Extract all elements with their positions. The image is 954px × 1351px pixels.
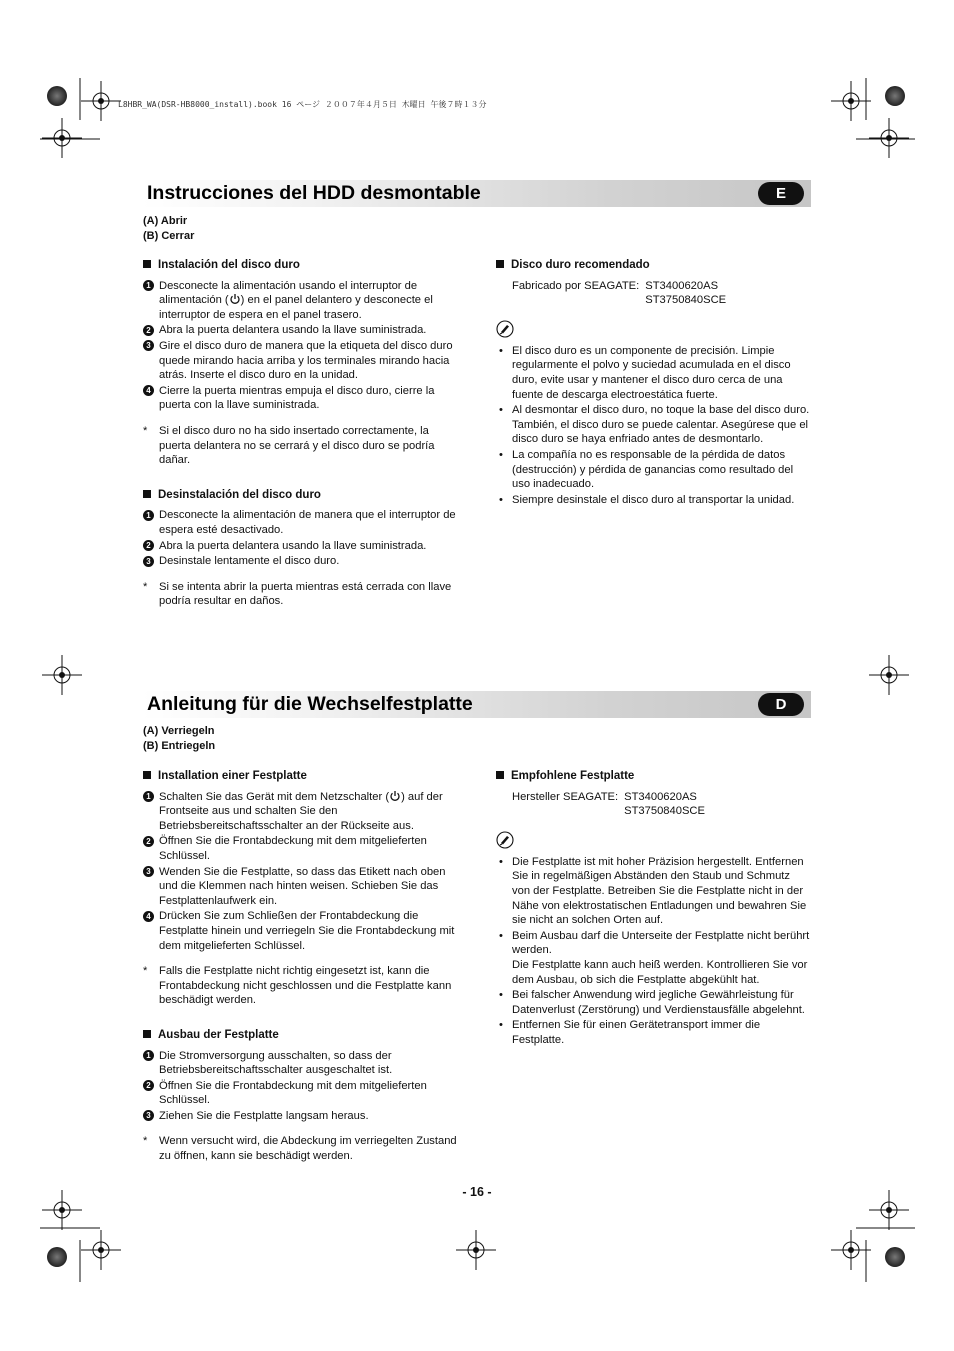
recommended-spec: Hersteller SEAGATE: ST3400620AS ST3750840SCE [512,790,705,818]
power-icon [229,293,241,305]
list-item: • Beim Ausbau darf die Unterseite der Festplatte nicht berührt werden. Die Festplatte kann auch heiß werden. Kontrollieren Sie vor dem Ausbau, ob sich die Festplatte abgekühlt hat. [496,929,811,987]
heading-uninstall-de: Ausbau der Festplatte [143,1028,461,1043]
legend-b: (B) Cerrar [143,229,195,242]
step-2: 2 Öffnen Sie die Frontabdeckung mit dem mitgelieferten Schlüssel. [143,1079,461,1108]
memo-icon [496,831,514,849]
list-item: • Al desmontar el disco duro, no toque la base del disco duro. También, el disco duro se puede calentar. Asegúrese que el disco duro se haya enfriado antes de desmontarlo. [496,403,811,447]
memo-icon [496,320,514,338]
step-1: 1 Desconecte la alimentación de manera que el interruptor de espera esté desactivado. [143,508,461,537]
step-2: 2 Abra la puerta delantera usando la llave suministrada. [143,323,461,338]
uninstall-note: * Si se intenta abrir la puerta mientras está cerrada con llave podría resultar en daños. [143,580,452,608]
column-right-de [496,769,811,1049]
step-3: 3 Ziehen Sie die Festplatte langsam heraus. [143,1109,461,1124]
list-item: • La compañía no es responsable de la pérdida de datos (destrucción) y pérdida de ganancias como resultado del uso inadecuado. [496,448,811,492]
legend-ab-de [143,724,215,753]
heading-uninstall-es: Desinstalación del disco duro [143,488,461,503]
install-note: * Falls die Festplatte nicht richtig eingesetzt ist, kann die Frontabdeckung nicht geschlossen und die Festplatte kann beschädigt werden. [143,965,452,1007]
legend-ab-es [143,214,194,243]
section-title-de: Anleitung für die Wechselfestplatte [147,693,473,715]
list-item: • Die Festplatte ist mit hoher Präzision hergestellt. Entfernen Sie in regelmäßigen Abständen den Staub und Schmutz von der Festplatte. Betreiben Sie die Festplatte nicht in der Nähe von elektrostatischen Entladungen und bewahren Sie sie nicht an solchen Orten auf. [496,855,811,928]
legend-a: (A) Verriegeln [143,725,215,737]
uninstall-note: * Wenn versucht wird, die Abdeckung im verriegelten Zustand zu öffnen, kann sie beschädigt werden. [143,1135,457,1163]
list-item: • El disco duro es un componente de precisión. Limpie regularmente el polvo y suciedad acumulada en el disco duro, evite usar y mantener el disco duro cerca de una fuente de descarga electroestática fuerte. [496,344,811,402]
column-left-es [143,258,461,609]
step-4: 4 Cierre la puerta mientras empuja el disco duro, cierre la puerta con la llave suministrada. [143,384,461,413]
step-1: 1 Desconecte la alimentación usando el interruptor de alimentación ( ) en el panel delantero y desconecte el interruptor de espera en el panel trasero. [143,279,461,323]
heading-recommended-de: Empfohlene Festplatte [496,769,811,784]
install-note: * Si el disco duro no ha sido insertado correctamente, la puerta delantera no se cerrará y el disco duro se podría dañar. [143,424,435,467]
language-badge-es: E [758,182,804,205]
notes-list-de [496,855,811,1048]
step-2: 2 Abra la puerta delantera usando la llave suministrada. [143,539,461,554]
heading-install-es: Instalación del disco duro [143,258,461,273]
list-item: • Entfernen Sie für einen Gerätetransport immer die Festplatte. [496,1018,811,1047]
section-header-de [142,691,811,718]
step-3: 3 Desinstale lentamente el disco duro. [143,554,461,569]
step-3: 3 Gire el disco duro de manera que la etiqueta del disco duro quede mirando hacia arriba y los terminales mirando hacia atrás. Inserte el disco duro en la unidad. [143,339,461,383]
step-2: 2 Öffnen Sie die Frontabdeckung mit dem mitgelieferten Schlüssel. [143,834,461,863]
step-1: 1 Die Stromversorgung ausschalten, so dass der Betriebsbereitschaftsschalter ausgeschaltet ist. [143,1049,461,1078]
column-left-de [143,769,461,1164]
legend-b: (B) Entriegeln [143,739,216,752]
recommended-spec: Fabricado por SEAGATE: ST3400620AS ST3750840SCE [512,279,727,307]
print-header: L8HBR_WA(DSR-HB8000_install).book 16 ページ ２００７年４月５日 木曜日 午後７時１３分 [118,100,487,109]
step-1: 1 Schalten Sie das Gerät mit dem Netzschalter ( ) auf der Frontseite aus und schalten Sie den Betriebsbereitschaftsschalter an der Rückseite aus. [143,790,461,834]
heading-install-de: Installation einer Festplatte [143,769,461,784]
section-title-es: Instrucciones del HDD desmontable [147,182,481,204]
legend-a: (A) Abrir [143,215,188,227]
step-4: 4 Drücken Sie zum Schließen der Frontabdeckung die Festplatte hinein und verriegeln Sie die Frontabdeckung mit dem mitgelieferten Schlüssel. [143,909,461,953]
page-number: - 16 - [462,1185,492,1199]
column-right-es [496,258,811,508]
step-3: 3 Wenden Sie die Festplatte, so dass das Etikett nach oben und die Klemmen nach hinten weisen. Schieben Sie das Festplattenlaufwerk ein. [143,865,461,909]
list-item: • Siempre desinstale el disco duro al transportar la unidad. [496,493,811,508]
notes-list-es [496,344,811,508]
heading-recommended-es: Disco duro recomendado [496,258,811,273]
power-icon [389,790,401,802]
list-item: • Bei falscher Anwendung wird jegliche Gewährleistung für Datenverlust (Zerstörung) und Verdienstausfälle abgelehnt. [496,988,811,1017]
section-header-es [142,180,811,207]
language-badge-de: D [758,693,804,716]
